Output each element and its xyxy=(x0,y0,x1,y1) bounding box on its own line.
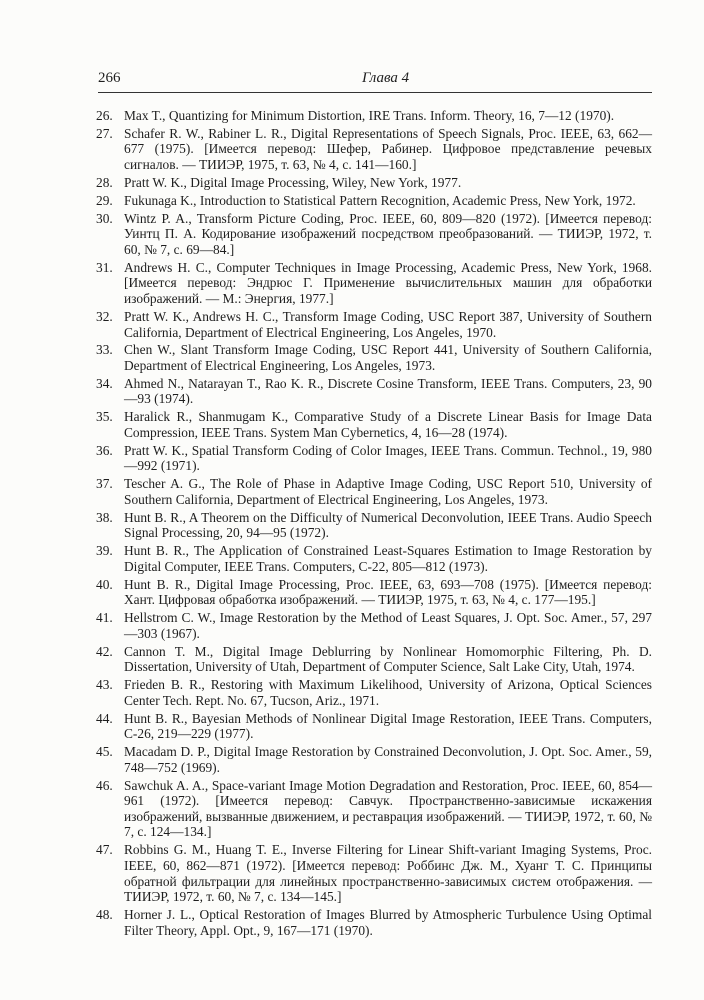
reference-number: 26. xyxy=(96,108,113,123)
reference-text: Pratt W. K., Spatial Transform Coding of Color Images, IEEE Trans. Commun. Technol., 19, 980—992 (1971). xyxy=(124,442,652,474)
reference-text: Pratt W. K., Digital Image Processing, Wiley, New York, 1977. xyxy=(124,174,462,190)
reference-text: Cannon T. M., Digital Image Deblurring by Nonlinear Homomorphic Filtering, Ph. D. Dissertation, University of Utah, Department of Computer Science, Salt Lake City, Utah, 1974. xyxy=(124,643,652,675)
reference-number: 34. xyxy=(96,375,113,391)
reference-item xyxy=(96,711,652,742)
reference-number: 29. xyxy=(96,192,113,208)
reference-number: 45. xyxy=(96,744,113,760)
reference-text: Max T., Quantizing for Minimum Distortion, IRE Trans. Inform. Theory, 16, 7—12 (1970). xyxy=(124,108,615,123)
reference-text: Schafer R. W., Rabiner L. R., Digital Representations of Speech Signals, Proc. IEEE, 63, 662—677 (1975). [Имеется перевод: Шефер, Рабинер. Цифровое представление речевых сигналов. — ТИИЭР, 1975, т. 63, № 4, с. 141—160.] xyxy=(124,125,652,173)
page-header xyxy=(98,70,652,93)
reference-item xyxy=(96,108,652,124)
reference-text: Frieden B. R., Restoring with Maximum Likelihood, University of Arizona, Optical Sciences Center Tech. Rept. No. 67, Tucson, Ariz., 1971. xyxy=(124,677,652,708)
reference-text: Horner J. L., Optical Restoration of Images Blurred by Atmospheric Turbulence Using Optimal Filter Theory, Appl. Opt., 9, 167—171 (1970). xyxy=(124,907,652,938)
reference-text: Tescher A. G., The Role of Phase in Adaptive Image Coding, USC Report 510, University of Southern California, Department of Electrical Engineering, Los Angeles, 1973. xyxy=(124,476,652,507)
reference-text: Sawchuk A. A., Space-variant Image Motion Degradation and Restoration, Proc. IEEE, 60, 854—961 (1972). [Имеется перевод: Савчук. Пространственно-зависимые искажения изображений, вызванные движением, и реставрация изображений. — ТИИЭР, 1972, т. 60, № 7, с. 124—134.] xyxy=(124,777,652,840)
reference-number: 33. xyxy=(96,342,113,358)
reference-text: Pratt W. K., Andrews H. C., Transform Image Coding, USC Report 387, University of Southern California, Department of Electrical Engineering, Los Angeles, 1970. xyxy=(124,308,652,340)
reference-item xyxy=(96,211,652,258)
chapter-title: Глава 4 xyxy=(362,70,410,86)
reference-text: Chen W., Slant Transform Image Coding, USC Report 441, University of Southern California, Department of Electrical Engineering, Los Angeles, 1973. xyxy=(124,342,652,373)
reference-number: 35. xyxy=(96,409,113,425)
page-number: 266 xyxy=(98,70,121,86)
reference-number: 40. xyxy=(96,576,113,592)
reference-text: Wintz P. A., Transform Picture Coding, Proc. IEEE, 60, 809—820 (1972). [Имеется перевод: Уинтц П. А. Кодирование изображений посредством преобразований. — ТИИЭР, 1972, т. 60, № 7, с. 69—84.] xyxy=(124,210,652,257)
reference-number: 37. xyxy=(96,476,113,492)
reference-item xyxy=(96,677,652,708)
reference-item xyxy=(96,476,652,507)
reference-number: 32. xyxy=(96,308,113,324)
reference-number: 27. xyxy=(96,125,113,141)
reference-number: 48. xyxy=(96,907,113,923)
reference-text: Hellstrom C. W., Image Restoration by the Method of Least Squares, J. Opt. Soc. Amer., 57, 297—303 (1967). xyxy=(124,610,652,641)
reference-list xyxy=(96,108,652,941)
reference-item xyxy=(96,610,652,641)
reference-item xyxy=(96,577,652,608)
reference-item xyxy=(96,907,652,938)
reference-text: Fukunaga K., Introduction to Statistical Pattern Recognition, Academic Press, New York, 1972. xyxy=(124,192,636,208)
reference-item xyxy=(96,376,652,407)
reference-number: 42. xyxy=(96,643,113,659)
reference-item xyxy=(96,510,652,541)
reference-item xyxy=(96,260,652,307)
reference-text: Hunt B. R., The Application of Constrained Least-Squares Estimation to Image Restoration by Digital Computer, IEEE Trans. Computers, C-22, 805—812 (1973). xyxy=(124,543,652,574)
reference-number: 30. xyxy=(96,210,113,226)
reference-number: 31. xyxy=(96,259,113,275)
reference-item xyxy=(96,342,652,373)
reference-item xyxy=(96,778,652,840)
reference-item xyxy=(96,409,652,440)
reference-text: Andrews H. C., Computer Techniques in Image Processing, Academic Press, New York, 1968. [Имеется перевод: Эндрюс Г. Применение вычислительных машин для обработки изображений. — М.: Энергия, 1977.] xyxy=(124,259,652,307)
reference-number: 41. xyxy=(96,610,113,626)
reference-number: 44. xyxy=(96,710,113,726)
reference-number: 43. xyxy=(96,677,113,693)
reference-text: Ahmed N., Natarayan T., Rao K. R., Discrete Cosine Transform, IEEE Trans. Computers, 23, 90—93 (1974). xyxy=(124,375,652,407)
reference-number: 39. xyxy=(96,543,113,559)
reference-text: Haralick R., Shanmugam K., Comparative Study of a Discrete Linear Basis for Image Data Compression, IEEE Trans. System Man Cybernetics, 4, 16—28 (1974). xyxy=(124,409,652,440)
reference-text: Robbins G. M., Huang T. E., Inverse Filtering for Linear Shift-variant Imaging Systems, Proc. IEEE, 60, 862—871 (1972). [Имеется перевод: Роббинс Дж. М., Хуанг Т. С. Принципы обратной фильтрации для линейных пространственно-зависимых систем отображения. — ТИИЭР, 1972, т. 60, № 7, с. 134—145.] xyxy=(124,842,652,905)
reference-text: Hunt B. R., Digital Image Processing, Proc. IEEE, 63, 693—708 (1975). [Имеется перевод: Хант. Цифровая обработка изображений. — ТИИЭР, 1975, т. 63, № 4, с. 177—195.] xyxy=(124,576,652,608)
reference-item xyxy=(96,744,652,775)
reference-text: Hunt B. R., Bayesian Methods of Nonlinear Digital Image Restoration, IEEE Trans. Computers, C-26, 219—229 (1977). xyxy=(124,710,652,742)
reference-item xyxy=(96,842,652,904)
reference-number: 36. xyxy=(96,442,113,458)
reference-number: 46. xyxy=(96,777,113,793)
reference-number: 47. xyxy=(96,842,113,858)
reference-item xyxy=(96,443,652,474)
reference-text: Hunt B. R., A Theorem on the Difficulty of Numerical Deconvolution, IEEE Trans. Audio Speech Signal Processing, 20, 94—95 (1972). xyxy=(124,509,652,541)
reference-text: Macadam D. P., Digital Image Restoration by Constrained Deconvolution, J. Opt. Soc. Amer., 59, 748—752 (1969). xyxy=(124,744,652,775)
reference-number: 28. xyxy=(96,174,113,190)
reference-item xyxy=(96,175,652,191)
reference-item xyxy=(96,193,652,209)
reference-item xyxy=(96,644,652,675)
reference-item xyxy=(96,309,652,340)
reference-number: 38. xyxy=(96,509,113,525)
reference-item xyxy=(96,126,652,173)
reference-item xyxy=(96,543,652,574)
